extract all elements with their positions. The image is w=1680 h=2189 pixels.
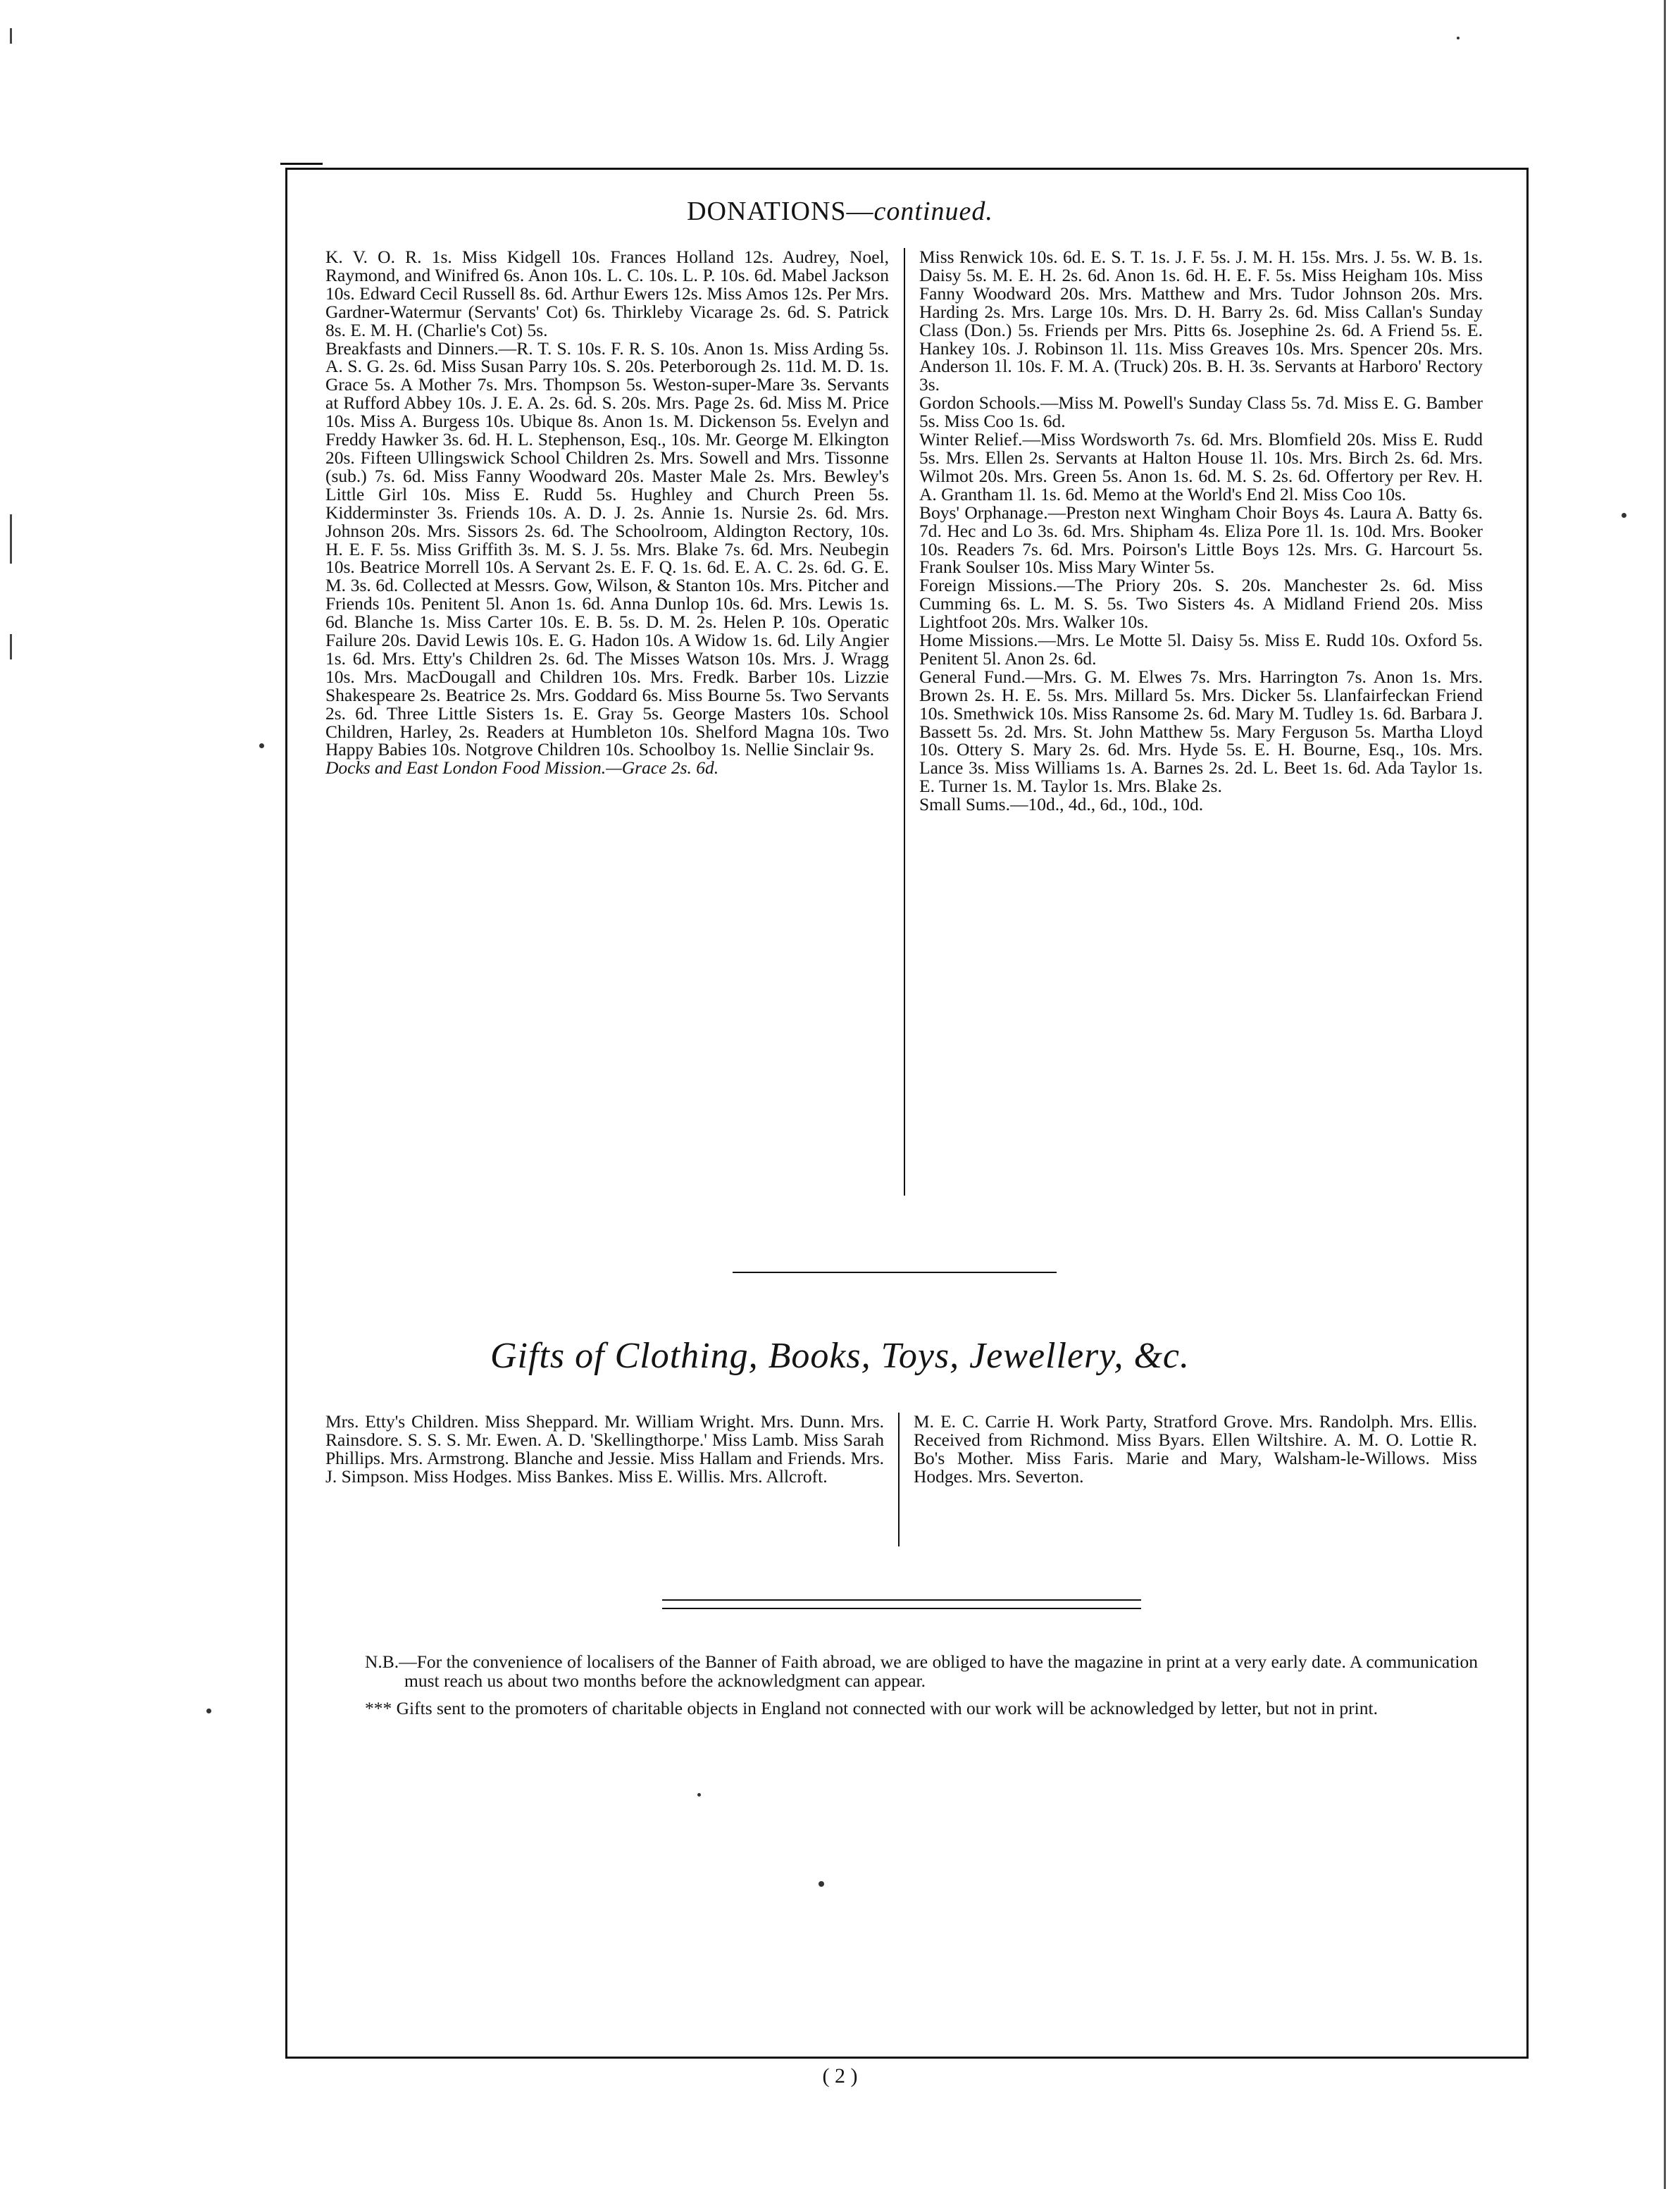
gifts-left-column xyxy=(325,1413,884,1486)
gifts-notice xyxy=(365,1699,1478,1718)
page-number: ( 2 ) xyxy=(822,2064,858,2088)
gifts-heading: Gifts of Clothing, Books, Toys, Jewellery, &c. xyxy=(490,1336,1190,1376)
donations-paragraph: Home Missions.—Mrs. Le Motte 5l. Daisy 5s. Miss E. Rudd 10s. Oxford 5s. Penitent 5l. Anon 2s. 6d. xyxy=(919,630,1483,669)
donations-left-column xyxy=(325,248,889,777)
donations-paragraph: Gordon Schools.—Miss M. Powell's Sunday Class 5s. 7d. Miss E. G. Bamber 5s. Miss Coo 1s. 6d. xyxy=(919,392,1483,432)
donations-paragraph: Docks and East London Food Mission.—Grace 2s. 6d. xyxy=(325,757,719,779)
section-divider xyxy=(733,1272,1057,1273)
donations-paragraph: Miss Renwick 10s. 6d. E. S. T. 1s. J. F. 5s. J. M. H. 15s. Mrs. J. 5s. W. B. 1s. Daisy 5s. M. E. H. 2s. 6d. Anon 1s. 6d. H. E. F. 5s. Miss Heigham 10s. Miss Fanny Woodward 20s. Mrs. Matthew and Mrs. Tudor Johnson 20s. Mrs. Harding 2s. Mrs. Large 10s. Mrs. D. H. Barry 2s. 6d. Miss Callan's Sunday Class (Don.) 5s. Friends per Mrs. Pitts 6s. Josephine 2s. 6d. A Friend 5s. E. Hankey 10s. J. Robinson 1l. 11s. Miss Greaves 10s. Mrs. Spencer 20s. Mrs. Anderson 1l. 10s. F. M. A. (Truck) 20s. B. H. 3s. Servants at Harboro' Rectory 3s. xyxy=(919,247,1483,395)
donations-heading xyxy=(0,196,1680,227)
gifts-column-divider xyxy=(898,1413,900,1546)
double-rule-bottom xyxy=(662,1608,1141,1609)
gifts-paragraph: M. E. C. Carrie H. Work Party, Stratford Grove. Mrs. Randolph. Mrs. Ellis. Received from Richmond. Miss Byars. Ellen Wiltshire. A. M. O. Lottie R. Bo's Mother. Miss Faris. Marie and Mary, Walsham-le-Willows. Miss Hodges. Mrs. Severton. xyxy=(914,1411,1477,1487)
donations-paragraph: K. V. O. R. 1s. Miss Kidgell 10s. Frances Holland 12s. Audrey, Noel, Raymond, and Winifred 6s. Anon 10s. L. C. 10s. L. P. 10s. 6d. Mabel Jackson 10s. Edward Cecil Russell 8s. 6d. Arthur Ewers 12s. Miss Amos 12s. Per Mrs. Gardner-Watermur (Servants' Cot) 6s. Thirkleby Vicarage 2s. 6d. S. Patrick 8s. E. M. H. (Charlie's Cot) 5s. xyxy=(325,247,889,340)
donations-paragraph: Boys' Orphanage.—Preston next Wingham Choir Boys 4s. Laura A. Batty 6s. 7d. Hec and Lo 3s. 6d. Mrs. Shipham 4s. Eliza Pore 1l. 1s. 10d. Mrs. Booker 10s. Readers 7s. 6d. Mrs. Poirson's Little Boys 12s. Mrs. G. Harcourt 5s. Frank Soulser 10s. Miss Mary Winter 5s. xyxy=(919,502,1483,578)
speck xyxy=(1457,37,1460,39)
speck xyxy=(819,1881,824,1887)
asterism: *** xyxy=(365,1698,397,1718)
nb-text: —For the convenience of localisers of the Banner of Faith abroad, we are obliged to have the magazine in print at a very early date. A communication must reach us about two months before the acknowledgment can appear. xyxy=(399,1651,1478,1691)
nb-label: N.B. xyxy=(365,1651,399,1672)
column-divider xyxy=(904,248,905,1196)
gifts-paragraph: Mrs. Etty's Children. Miss Sheppard. Mr. William Wright. Mrs. Dunn. Mrs. Rainsdore. S. S. S. Mr. Ewen. A. D. 'Skellingthorpe.' Miss Lamb. Miss Sarah Phillips. Mrs. Armstrong. Blanche and Jessie. Miss Hallam and Friends. Mrs. J. Simpson. Miss Hodges. Miss Bankes. Miss E. Willis. Mrs. Allcroft. xyxy=(325,1411,884,1487)
speck xyxy=(259,743,264,748)
scan-mark xyxy=(10,514,12,564)
speck xyxy=(697,1793,701,1797)
scan-mark xyxy=(10,634,12,659)
donations-title: DONATIONS— xyxy=(687,197,874,226)
scan-edge xyxy=(1664,0,1666,2189)
donations-paragraph: Winter Relief.—Miss Wordsworth 7s. 6d. Mrs. Blomfield 20s. Miss E. Rudd 5s. Mrs. Ellen 2s. Servants at Halton House 1l. 10s. Mrs. Birch 2s. 6d. Mrs. Wilmot 20s. Mrs. Green 5s. Anon 1s. 6d. M. S. 2s. 6d. Offertory per Rev. H. A. Grantham 1l. 1s. 6d. Memo at the World's End 2l. Miss Coo 10s. xyxy=(919,429,1483,504)
nb-notice xyxy=(365,1652,1478,1690)
donations-paragraph: General Fund.—Mrs. G. M. Elwes 7s. Mrs. Harrington 7s. Anon 1s. Mrs. Brown 2s. H. E. 5s. Mrs. Millard 5s. Mrs. Dicker 5s. Llanfairfeckan Friend 10s. Smethwick 10s. Miss Ransome 2s. 6d. Mary M. Tudley 1s. 6d. Barbara J. Bassett 5s. 2d. Mrs. St. John Matthew 5s. Mary Ferguson 5s. Martha Lloyd 10s. Ottery S. Mary 2s. 6d. Mrs. Hyde 5s. E. H. Bourne, Esq., 10s. Mrs. Lance 3s. Miss Williams 1s. A. Barnes 2s. 2d. L. Beet 1s. 6d. Ada Taylor 1s. E. Turner 1s. M. Taylor 1s. Mrs. Blake 2s. xyxy=(919,666,1483,797)
donations-paragraph: Breakfasts and Dinners.—R. T. S. 10s. F. R. S. 10s. Anon 1s. Miss Arding 5s. A. S. G. 2s. 6d. Miss Susan Parry 10s. S. 20s. Peterborough 2s. 11d. M. D. 1s. Grace 5s. A Mother 7s. Mrs. Thompson 5s. Weston-super-Mare 3s. Servants at Rufford Abbey 10s. J. E. A. 2s. 6d. S. 20s. Mrs. Page 2s. 6d. Miss M. Price 10s. Miss A. Burgess 10s. Ubique 8s. Anon 1s. M. Dickenson 5s. Evelyn and Freddy Hawker 3s. 6d. H. L. Stephenson, Esq., 10s. Mr. George M. Elkington 20s. Fifteen Ullingswick School Children 2s. Mrs. Sowell and Mrs. Tissonne (sub.) 7s. 6d. Miss Fanny Woodward 20s. Master Male 2s. Mrs. Bewley's Little Girl 10s. Miss E. Rudd 5s. Hughley and Church Preen 5s. Kidderminster 3s. Friends 10s. A. D. J. 2s. Annie 1s. Nursie 2s. 6d. Mrs. Johnson 20s. Mrs. Sissors 2s. 6d. The Schoolroom, Aldington Rectory, 10s. H. E. F. 5s. Miss Griffith 3s. M. S. J. 5s. Mrs. Blake 7s. 6d. Mrs. Neubegin 10s. Beatrice Morrell 10s. A Servant 2s. E. F. Q. 1s. 6d. E. A. C. 2s. 6d. G. E. M. 3s. 6d. Collected at Messrs. Gow, Wilson, & Stanton 10s. Mrs. Pitcher and Friends 10s. Penitent 5l. Anon 1s. 6d. Anna Dunlop 10s. 6d. Mrs. Lewis 1s. 6d. Blanche 1s. Miss Carter 10s. E. B. 5s. D. M. 2s. Helen P. 10s. Operatic Failure 20s. David Lewis 10s. E. G. Hadon 10s. A Widow 1s. 6d. Lily Angier 1s. 6d. Mrs. Etty's Children 2s. 6d. The Misses Watson 10s. Mrs. J. Wragg 10s. Mrs. MacDougall and Children 10s. Mrs. Fredk. Barber 10s. Lizzie Shakespeare 2s. Beatrice 2s. Mrs. Goddard 6s. Miss Bourne 5s. Two Servants 2s. 6d. Three Little Sisters 1s. E. Gray 5s. George Masters 10s. School Children, Harley, 2s. Readers at Humbleton 10s. Shelford Magna 10s. Two Happy Babies 10s. Notgrove Children 10s. Schoolboy 1s. Nellie Sinclair 9s. xyxy=(325,337,889,760)
donations-right-column xyxy=(919,248,1483,814)
donations-paragraph: Foreign Missions.—The Priory 20s. S. 20s. Manchester 2s. 6d. Miss Cumming 6s. L. M. S. 5s. Two Sisters 4s. A Midland Friend 20s. Miss Lightfoot 20s. Mrs. Walker 10s. xyxy=(919,575,1483,633)
gifts-right-column xyxy=(914,1413,1477,1486)
double-rule-top xyxy=(662,1599,1141,1601)
speck xyxy=(1622,513,1626,518)
gifts-notice-text: Gifts sent to the promoters of charitable objects in England not connected with our work will be acknowledged by letter, but not in print. xyxy=(396,1698,1378,1718)
notice-block xyxy=(365,1652,1478,1718)
donations-paragraph: Small Sums.—10d., 4d., 6d., 10d., 10d. xyxy=(919,794,1204,815)
scan-mark xyxy=(10,28,12,44)
speck xyxy=(206,1709,211,1713)
donations-title-continued: continued. xyxy=(873,197,993,226)
